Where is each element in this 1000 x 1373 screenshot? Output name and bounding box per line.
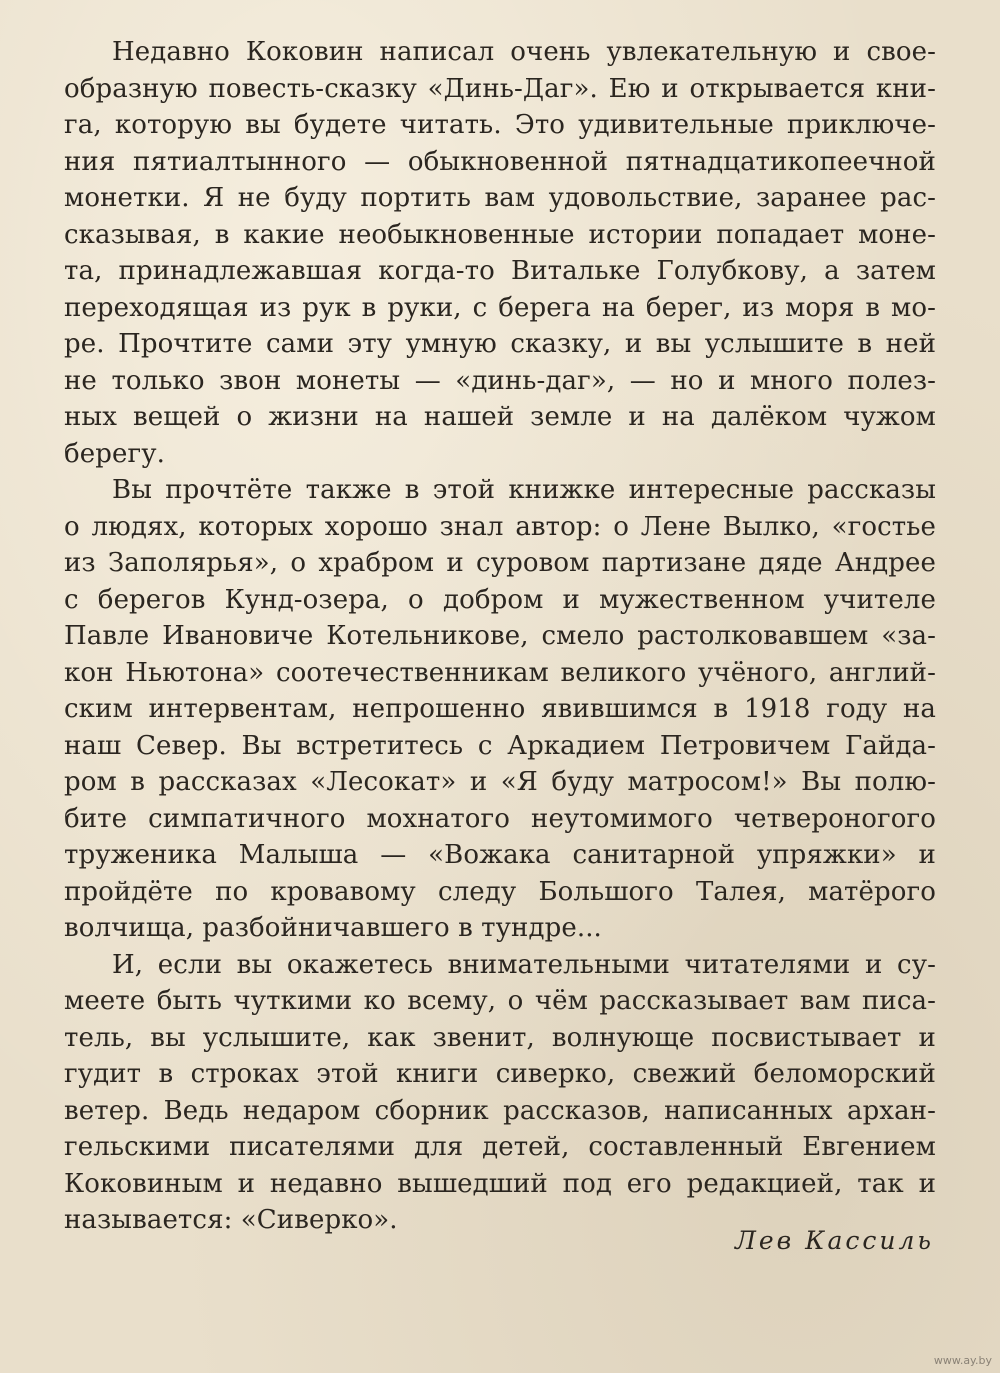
text-line: И, если вы окажетесь внимательными читателями и су- [112,949,936,980]
author-signature: Лев Кассиль [734,1226,934,1255]
text-line: ским интервентам, непрошенно явившимся в 1918 году на [64,694,936,724]
text-line: не только звон монеты — «динь-даг», — но и много полез- [64,365,936,396]
watermark: www.ay.by [933,1354,992,1367]
text-line: тель, вы услышите, как звенит, волнующе посвистывает и [64,1022,936,1053]
paragraph-2 [64,472,936,947]
text-line: ния пятиалтынного — обыкновенной пятнадцатикопеечной [64,146,936,177]
text-line: кон Ньютона» соотечественникам великого учёного, англий- [64,657,936,688]
paragraph-1 [64,34,936,472]
text-line: волчища, разбойничавшего в тундре... [64,913,602,943]
text-line: бите симпатичного мохнатого неутомимого четвероногого [64,803,936,834]
text-line: та, принадлежавшая когда-то Витальке Голубкову, а затем [64,256,936,286]
preface-text [64,34,936,1239]
text-line: сказывая, в какие необыкновенные истории попадает моне- [64,219,936,250]
text-line: га, которую вы будете читать. Это удивительные приключе- [64,110,936,140]
text-line: ре. Прочтите сами эту умную сказку, и вы услышите в ней [64,329,936,359]
text-line: труженика Малыша — «Вожака санитарной упряжки» и [64,840,936,870]
text-line: о людях, которых хорошо знал автор: о Лене Вылко, «гостье [64,511,936,542]
paragraph-3 [64,947,936,1239]
text-line: гельскими писателями для детей, составленный Евгением [64,1132,936,1162]
text-line: называется: «Сиверко». [64,1205,398,1235]
text-line: ром в рассказах «Лесокат» и «Я буду матросом!» Вы полю- [64,767,936,797]
text-line: с берегов Кунд-озера, о добром и мужественном учителе [64,584,936,615]
text-line: из Заполярья», о храбром и суровом партизане дяде Андрее [64,548,936,578]
text-line: переходящая из рук в руки, с берега на берег, из моря в мо- [64,292,936,323]
text-line: гудит в строках этой книги сиверко, свежий беломорский [64,1059,936,1089]
text-line: образную повесть-сказку «Динь-Даг». Ею и открывается кни- [64,73,936,104]
text-line: Недавно Коковин написал очень увлекательную и свое- [112,37,936,67]
text-line: берегу. [64,438,165,469]
text-line: меете быть чуткими ко всему, о чём рассказывает вам писа- [64,986,936,1016]
text-line: наш Север. Вы встретитесь с Аркадием Петровичем Гайда- [64,730,936,761]
text-line: Коковиным и недавно вышедший под его редакцией, так и [64,1168,936,1199]
text-line: Павле Ивановиче Котельникове, смело растолковавшем «за- [64,621,936,651]
text-line: ных вещей о жизни на нашей земле и на далёком чужом [64,402,936,432]
text-line: Вы прочтёте также в этой книжке интересные рассказы [112,475,936,505]
text-line: ветер. Ведь недаром сборник рассказов, написанных архан- [64,1095,936,1126]
text-line: монетки. Я не буду портить вам удовольствие, заранее рас- [64,183,936,213]
text-line: пройдёте по кровавому следу Большого Талея, матёрого [64,876,936,907]
